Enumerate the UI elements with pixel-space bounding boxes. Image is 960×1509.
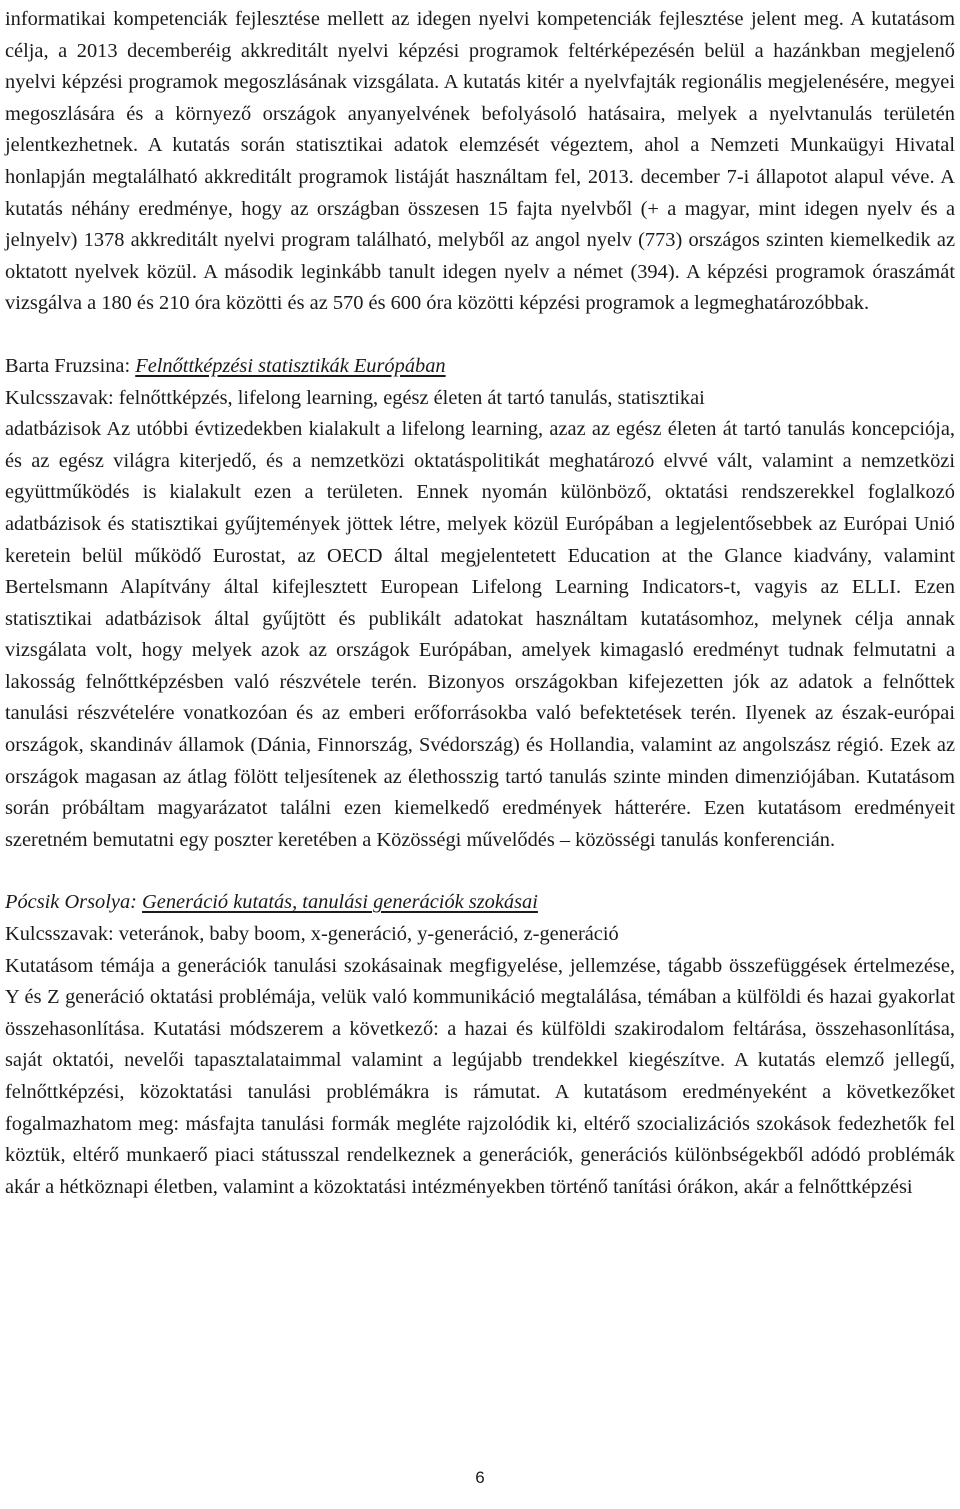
section-spacer [5,856,955,887]
section-title: Felnőttképzési statisztikák Európában [135,354,446,377]
section-keywords: Kulcsszavak: veteránok, baby boom, x-generáció, y-generáció, z-generáció [5,923,619,946]
page-number: 6 [475,1468,485,1487]
intro-paragraph: informatikai kompetenciák fejlesztése mellett az idegen nyelvi kompetenciák fejlesztése jelent meg. A kutatásom célja, a 2013 decemberéig akkreditált nyelvi képzési programok feltérképezésén belül a hazánkban megjelenő nyelvi képzési programok megoszlásának vizsgálata. A kutatás kitér a nyelvfajták regionális megjelenésére, megyei megoszlására és a környező országok anyanyelvének befolyásoló hatásaira, melyek a nyelvtanulás területén jelentkezhetnek. A kutatás során statisztikai adatok elemzését végeztem, ahol a Nemzeti Munkaügyi Hivatal honlapján megtalálható akkreditált programok listáját használtam fel, 2013. december 7-i állapotot alapul véve. A kutatás néhány eredménye, hogy az országban összesen 15 fajta nyelvből (+ a magyar, mint idegen nyelv és a jelnyelv) 1378 akkreditált nyelvi program található, melyből az angol nyelv (773) országos szinten kiemelkedik az oktatott nyelvek közül. A második leginkább tanult idegen nyelv a német (394). A képzési programok óraszámát vizsgálva a 180 és 210 óra közötti és az 570 és 600 óra közötti képzési programok a legmeghatározóbbak. [5,8,955,315]
section-body: adatbázisok Az utóbbi évtizedekben kialakult a lifelong learning, azaz az egész életen át tartó tanulás koncepciója, és az egész világra kiterjedő, és a nemzetközi oktatáspolitikát meghatározó elvvé vált, valamint a nemzetközi együttműködés is kialakult ezen a területen. Ennek nyomán különböző, oktatási rendszerekkel foglalkozó adatbázisok és statisztikai gyűjtemények jöttek létre, melyek közül Európában a legjelentősebbek az Európai Unió keretein belül működő Eurostat, az OECD által megjelentetett Education at the Glance kiadvány, valamint Bertelsmann Alapítvány által kifejlesztett European Lifelong Learning Indicators-t, vagyis az ELLI. Ezen statisztikai adatbázisok által gyűjtött és publikált adatokat használtam kutatásomhoz, melynek célja annak vizsgálata volt, hogy melyek azok az országok Európában, amelyek kimagasló eredményt tudnak felmutatni a lakosság felnőttképzésben való részvétele terén. Bizonyos országokban kifejezetten jók az adatok a felnőttek tanulási részvételére vonatkozóan és az emberi erőforrásokba való befektetések terén. Ilyenek az észak-európai országok, skandináv államok (Dánia, Finnország, Svédország) és Hollandia, valamint az angolszász régió. Ezek az országok magasan az átlag fölött teljesítenek az élethosszig tartó tanulás szinte minden dimenziójában. Kutatásom során próbáltam magyarázatot találni ezen kiemelkedő eredmények hátterére. Ezen kutatásom eredményeit szeretném bemutatni egy poszter keretében a Közösségi művelődés – közösségi tanulás konferencián. [5,418,955,851]
section-author: Pócsik Orsolya: [5,891,143,914]
section-heading-barta [5,351,955,383]
section-body: Kutatásom témája a generációk tanulási szokásainak megfigyelése, jellemzése, tágabb összefüggések értelmezése, Y és Z generáció oktatási problémája, velük való kommunikáció megtalálása, témában a külföldi és hazai gyakorlat összehasonlítása. Kutatási módszerem a következő: a hazai és külföldi szakirodalom feltárása, összehasonlítása, saját oktatói, nevelői tapasztalataimmal valamint a legújabb trendekkel kiegészítve. A kutatás elemző jellegű, felnőttképzési, közoktatási tanulási problémákra is rámutat. A kutatásom eredményeként a következőket fogalmazhatom meg: másfajta tanulási formák megléte rajzolódik ki, eltérő szocializációs szokások fedezhetők fel köztük, eltérő munkaerő piaci státusszal rendelkeznek a generációk, generációs különbségekből adódó problémák akár a hétköznapi életben, valamint a közoktatási intézményekben történő tanítási órákon, akár a felnőttképzési [5,954,955,1198]
section-heading-pocsik [5,887,955,919]
section-author: Barta Fruzsina: [5,354,136,377]
section-keywords: Kulcsszavak: felnőttképzés, lifelong learning, egész életen át tartó tanulás, statisztikai [5,386,705,409]
section-title: Generáció kutatás, tanulási generációk szokásai [142,891,538,914]
